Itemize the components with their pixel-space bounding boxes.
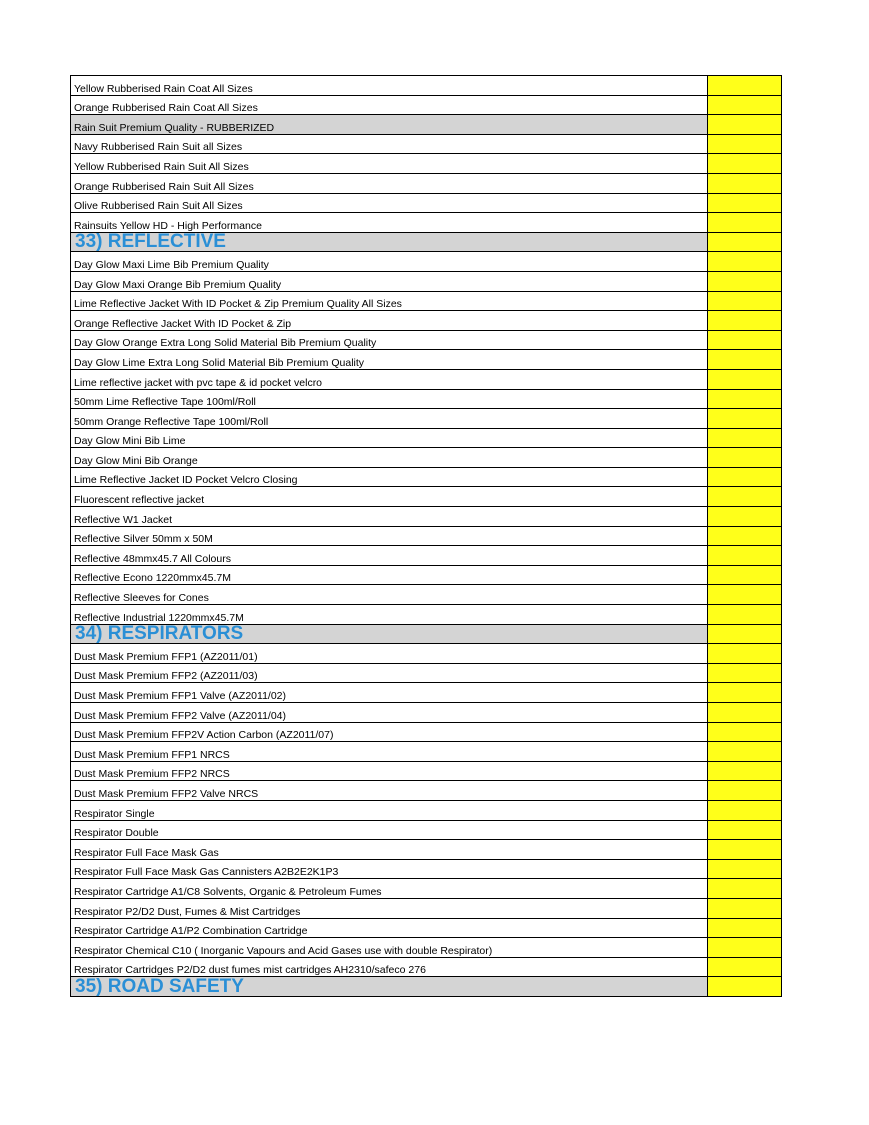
quantity-cell[interactable] <box>708 800 782 820</box>
quantity-cell[interactable] <box>708 565 782 585</box>
quantity-cell[interactable] <box>708 409 782 429</box>
product-description: Reflective Silver 50mm x 50M <box>71 526 708 546</box>
product-description: Lime reflective jacket with pvc tape & id pocket velcro <box>71 369 708 389</box>
product-row <box>71 663 782 683</box>
product-row <box>71 565 782 585</box>
product-description: Orange Rubberised Rain Suit All Sizes <box>71 173 708 193</box>
product-row <box>71 428 782 448</box>
product-row <box>71 271 782 291</box>
product-row <box>71 644 782 664</box>
product-row <box>71 761 782 781</box>
product-row <box>71 683 782 703</box>
quantity-cell[interactable] <box>708 311 782 331</box>
product-description: Orange Rubberised Rain Coat All Sizes <box>71 95 708 115</box>
quantity-cell[interactable] <box>708 487 782 507</box>
product-row <box>71 95 782 115</box>
quantity-cell[interactable] <box>708 683 782 703</box>
product-description: Dust Mask Premium FFP2 Valve NRCS <box>71 781 708 801</box>
quantity-cell[interactable] <box>708 977 782 997</box>
product-description: Dust Mask Premium FFP1 NRCS <box>71 742 708 762</box>
product-description: Dust Mask Premium FFP2V Action Carbon (AZ2011/07) <box>71 722 708 742</box>
quantity-cell[interactable] <box>708 663 782 683</box>
product-row <box>71 487 782 507</box>
product-row <box>71 879 782 899</box>
quantity-cell[interactable] <box>708 252 782 272</box>
product-description: Respirator P2/D2 Dust, Fumes & Mist Cartridges <box>71 898 708 918</box>
product-row <box>71 389 782 409</box>
product-description: Orange Reflective Jacket With ID Pocket & Zip <box>71 311 708 331</box>
product-row <box>71 546 782 566</box>
quantity-cell[interactable] <box>708 781 782 801</box>
product-description: Rain Suit Premium Quality - RUBBERIZED <box>71 115 708 135</box>
product-description: Dust Mask Premium FFP1 (AZ2011/01) <box>71 644 708 664</box>
quantity-cell[interactable] <box>708 526 782 546</box>
product-row <box>71 938 782 958</box>
product-row <box>71 330 782 350</box>
product-row <box>71 898 782 918</box>
product-row <box>71 742 782 762</box>
product-row <box>71 134 782 154</box>
product-description: Respirator Full Face Mask Gas <box>71 840 708 860</box>
product-description: Day Glow Mini Bib Orange <box>71 448 708 468</box>
product-description: Day Glow Mini Bib Lime <box>71 428 708 448</box>
section-header-row <box>71 977 782 997</box>
quantity-cell[interactable] <box>708 154 782 174</box>
quantity-cell[interactable] <box>708 271 782 291</box>
section-title: 34) RESPIRATORS <box>71 624 708 644</box>
product-row <box>71 193 782 213</box>
quantity-cell[interactable] <box>708 232 782 252</box>
product-description: Respirator Cartridges P2/D2 dust fumes mist cartridges AH2310/safeco 276 <box>71 957 708 977</box>
quantity-cell[interactable] <box>708 213 782 233</box>
product-description: Reflective 48mmx45.7 All Colours <box>71 546 708 566</box>
quantity-cell[interactable] <box>708 957 782 977</box>
quantity-cell[interactable] <box>708 291 782 311</box>
price-list-body <box>71 76 782 997</box>
quantity-cell[interactable] <box>708 467 782 487</box>
product-description: Respirator Double <box>71 820 708 840</box>
quantity-cell[interactable] <box>708 369 782 389</box>
quantity-cell[interactable] <box>708 330 782 350</box>
quantity-cell[interactable] <box>708 389 782 409</box>
product-row <box>71 291 782 311</box>
quantity-cell[interactable] <box>708 448 782 468</box>
product-row <box>71 467 782 487</box>
quantity-cell[interactable] <box>708 918 782 938</box>
product-row <box>71 115 782 135</box>
product-description: Lime Reflective Jacket With ID Pocket & Zip Premium Quality All Sizes <box>71 291 708 311</box>
quantity-cell[interactable] <box>708 585 782 605</box>
quantity-cell[interactable] <box>708 507 782 527</box>
product-description: Reflective Sleeves for Cones <box>71 585 708 605</box>
section-header-row <box>71 624 782 644</box>
product-description: Reflective W1 Jacket <box>71 507 708 527</box>
product-row <box>71 781 782 801</box>
quantity-cell[interactable] <box>708 350 782 370</box>
product-description: Dust Mask Premium FFP2 NRCS <box>71 761 708 781</box>
product-description: Lime Reflective Jacket ID Pocket Velcro Closing <box>71 467 708 487</box>
product-row <box>71 76 782 96</box>
quantity-cell[interactable] <box>708 624 782 644</box>
quantity-cell[interactable] <box>708 859 782 879</box>
product-row <box>71 703 782 723</box>
product-description: Yellow Rubberised Rain Suit All Sizes <box>71 154 708 174</box>
product-row <box>71 311 782 331</box>
quantity-cell[interactable] <box>708 428 782 448</box>
product-description: Respirator Cartridge A1/P2 Combination Cartridge <box>71 918 708 938</box>
product-row <box>71 859 782 879</box>
quantity-cell[interactable] <box>708 898 782 918</box>
product-description: Day Glow Maxi Lime Bib Premium Quality <box>71 252 708 272</box>
quantity-cell[interactable] <box>708 938 782 958</box>
section-header-row <box>71 232 782 252</box>
product-description: Reflective Industrial 1220mmx45.7M <box>71 605 708 625</box>
quantity-cell[interactable] <box>708 546 782 566</box>
product-description: Dust Mask Premium FFP2 Valve (AZ2011/04) <box>71 703 708 723</box>
price-list-table <box>70 75 782 997</box>
quantity-cell[interactable] <box>708 879 782 899</box>
quantity-cell[interactable] <box>708 95 782 115</box>
product-row <box>71 585 782 605</box>
product-row <box>71 448 782 468</box>
section-title: 35) ROAD SAFETY <box>71 977 708 997</box>
quantity-cell[interactable] <box>708 820 782 840</box>
product-description: Respirator Chemical C10 ( Inorganic Vapours and Acid Gases use with double Respirator) <box>71 938 708 958</box>
product-description: Respirator Single <box>71 800 708 820</box>
quantity-cell[interactable] <box>708 703 782 723</box>
product-description: Respirator Cartridge A1/C8 Solvents, Organic & Petroleum Fumes <box>71 879 708 899</box>
product-row <box>71 840 782 860</box>
product-row <box>71 350 782 370</box>
product-row <box>71 957 782 977</box>
quantity-cell[interactable] <box>708 134 782 154</box>
product-description: Respirator Full Face Mask Gas Cannisters A2B2E2K1P3 <box>71 859 708 879</box>
quantity-cell[interactable] <box>708 173 782 193</box>
product-row <box>71 800 782 820</box>
quantity-cell[interactable] <box>708 76 782 96</box>
product-row <box>71 173 782 193</box>
product-description: Dust Mask Premium FFP2 (AZ2011/03) <box>71 663 708 683</box>
quantity-cell[interactable] <box>708 644 782 664</box>
product-description: Olive Rubberised Rain Suit All Sizes <box>71 193 708 213</box>
product-description: Fluorescent reflective jacket <box>71 487 708 507</box>
quantity-cell[interactable] <box>708 761 782 781</box>
product-row <box>71 409 782 429</box>
product-row <box>71 369 782 389</box>
quantity-cell[interactable] <box>708 742 782 762</box>
product-description: Navy Rubberised Rain Suit all Sizes <box>71 134 708 154</box>
product-description: Dust Mask Premium FFP1 Valve (AZ2011/02) <box>71 683 708 703</box>
product-description: Day Glow Orange Extra Long Solid Material Bib Premium Quality <box>71 330 708 350</box>
quantity-cell[interactable] <box>708 193 782 213</box>
product-description: Reflective Econo 1220mmx45.7M <box>71 565 708 585</box>
product-row <box>71 507 782 527</box>
product-row <box>71 526 782 546</box>
product-row <box>71 252 782 272</box>
product-row <box>71 213 782 233</box>
product-description: Day Glow Maxi Orange Bib Premium Quality <box>71 271 708 291</box>
product-description: Day Glow Lime Extra Long Solid Material Bib Premium Quality <box>71 350 708 370</box>
product-description: Rainsuits Yellow HD - High Performance <box>71 213 708 233</box>
product-row <box>71 605 782 625</box>
product-row <box>71 918 782 938</box>
product-description: Yellow Rubberised Rain Coat All Sizes <box>71 76 708 96</box>
product-row <box>71 722 782 742</box>
product-row <box>71 820 782 840</box>
product-description: 50mm Lime Reflective Tape 100ml/Roll <box>71 389 708 409</box>
quantity-cell[interactable] <box>708 722 782 742</box>
product-row <box>71 154 782 174</box>
product-description: 50mm Orange Reflective Tape 100ml/Roll <box>71 409 708 429</box>
quantity-cell[interactable] <box>708 605 782 625</box>
section-title: 33) REFLECTIVE <box>71 232 708 252</box>
quantity-cell[interactable] <box>708 840 782 860</box>
quantity-cell[interactable] <box>708 115 782 135</box>
